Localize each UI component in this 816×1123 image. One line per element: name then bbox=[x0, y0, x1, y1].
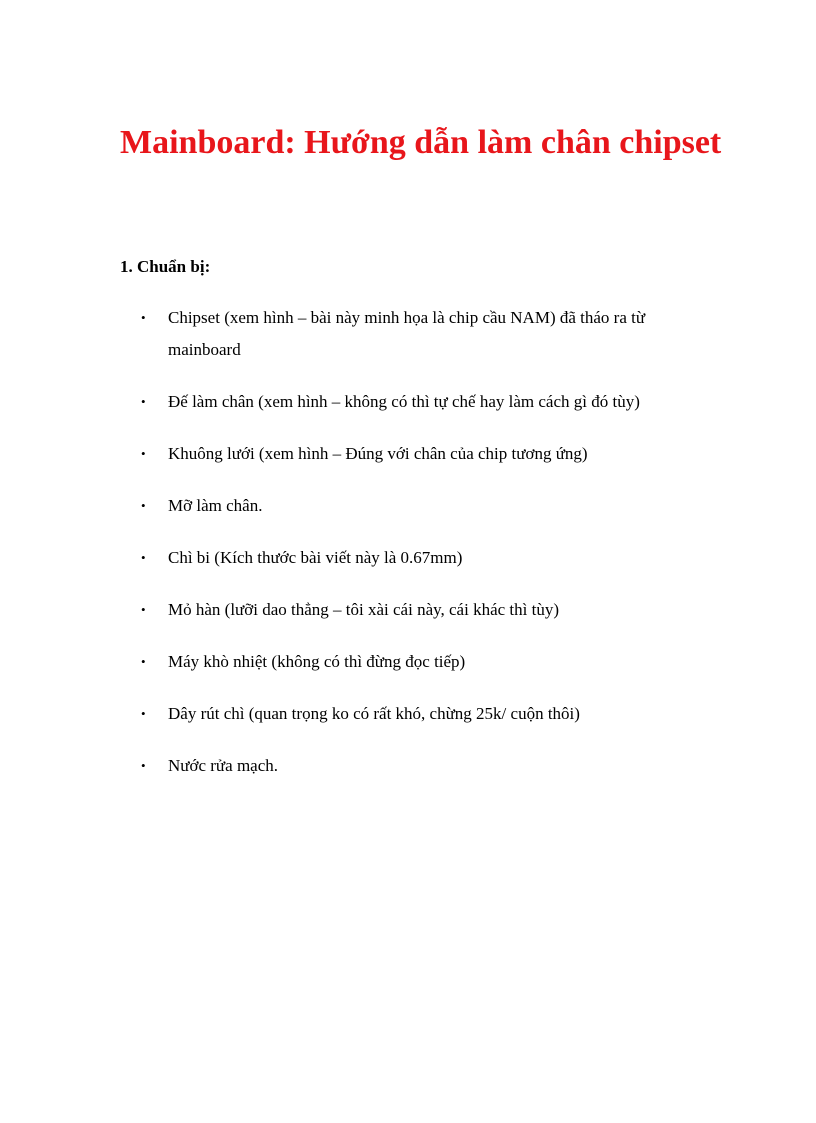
list-item-text: Mỡ làm chân. bbox=[168, 496, 263, 515]
bullet-icon: • bbox=[141, 394, 146, 409]
list-item bbox=[0, 594, 816, 626]
list-item bbox=[0, 438, 816, 470]
list-item-text: Nước rửa mạch. bbox=[168, 756, 279, 775]
document-title: Mainboard: Hướng dẫn làm chân chipset bbox=[120, 124, 722, 161]
section-heading: 1. Chuẩn bị: bbox=[120, 257, 211, 276]
list-item-text: Chipset (xem hình – bài này minh họa là chip cầu NAM) đã tháo ra từ mainboard bbox=[168, 308, 646, 359]
bullet-icon: • bbox=[141, 654, 146, 669]
list-item bbox=[0, 542, 816, 574]
bullet-icon: • bbox=[141, 446, 146, 461]
bullet-icon: • bbox=[141, 706, 146, 721]
list-item-text: Dây rút chì (quan trọng ko có rất khó, chừng 25k/ cuộn thôi) bbox=[168, 704, 580, 723]
list-item bbox=[0, 698, 816, 730]
list-item bbox=[0, 302, 816, 366]
list-item bbox=[0, 386, 816, 418]
bullet-icon: • bbox=[141, 758, 146, 773]
list-item-text: Mỏ hàn (lưỡi dao thẳng – tôi xài cái này, cái khác thì tùy) bbox=[168, 600, 559, 619]
bullet-icon: • bbox=[141, 602, 146, 617]
list-item-text: Chì bi (Kích thước bài viết này là 0.67mm) bbox=[168, 548, 463, 567]
list-item-text: Khuông lưới (xem hình – Đúng với chân của chip tương ứng) bbox=[168, 444, 588, 463]
list-item bbox=[0, 646, 816, 678]
list-item-text: Máy khò nhiệt (không có thì đừng đọc tiếp) bbox=[168, 652, 466, 671]
list-item-text: Đế làm chân (xem hình – không có thì tự chế hay làm cách gì đó tùy) bbox=[168, 392, 640, 411]
bullet-icon: • bbox=[141, 498, 146, 513]
bullet-icon: • bbox=[141, 310, 146, 325]
list-item bbox=[0, 750, 816, 782]
preparation-list bbox=[0, 302, 816, 802]
list-item bbox=[0, 490, 816, 522]
bullet-icon: • bbox=[141, 550, 146, 565]
